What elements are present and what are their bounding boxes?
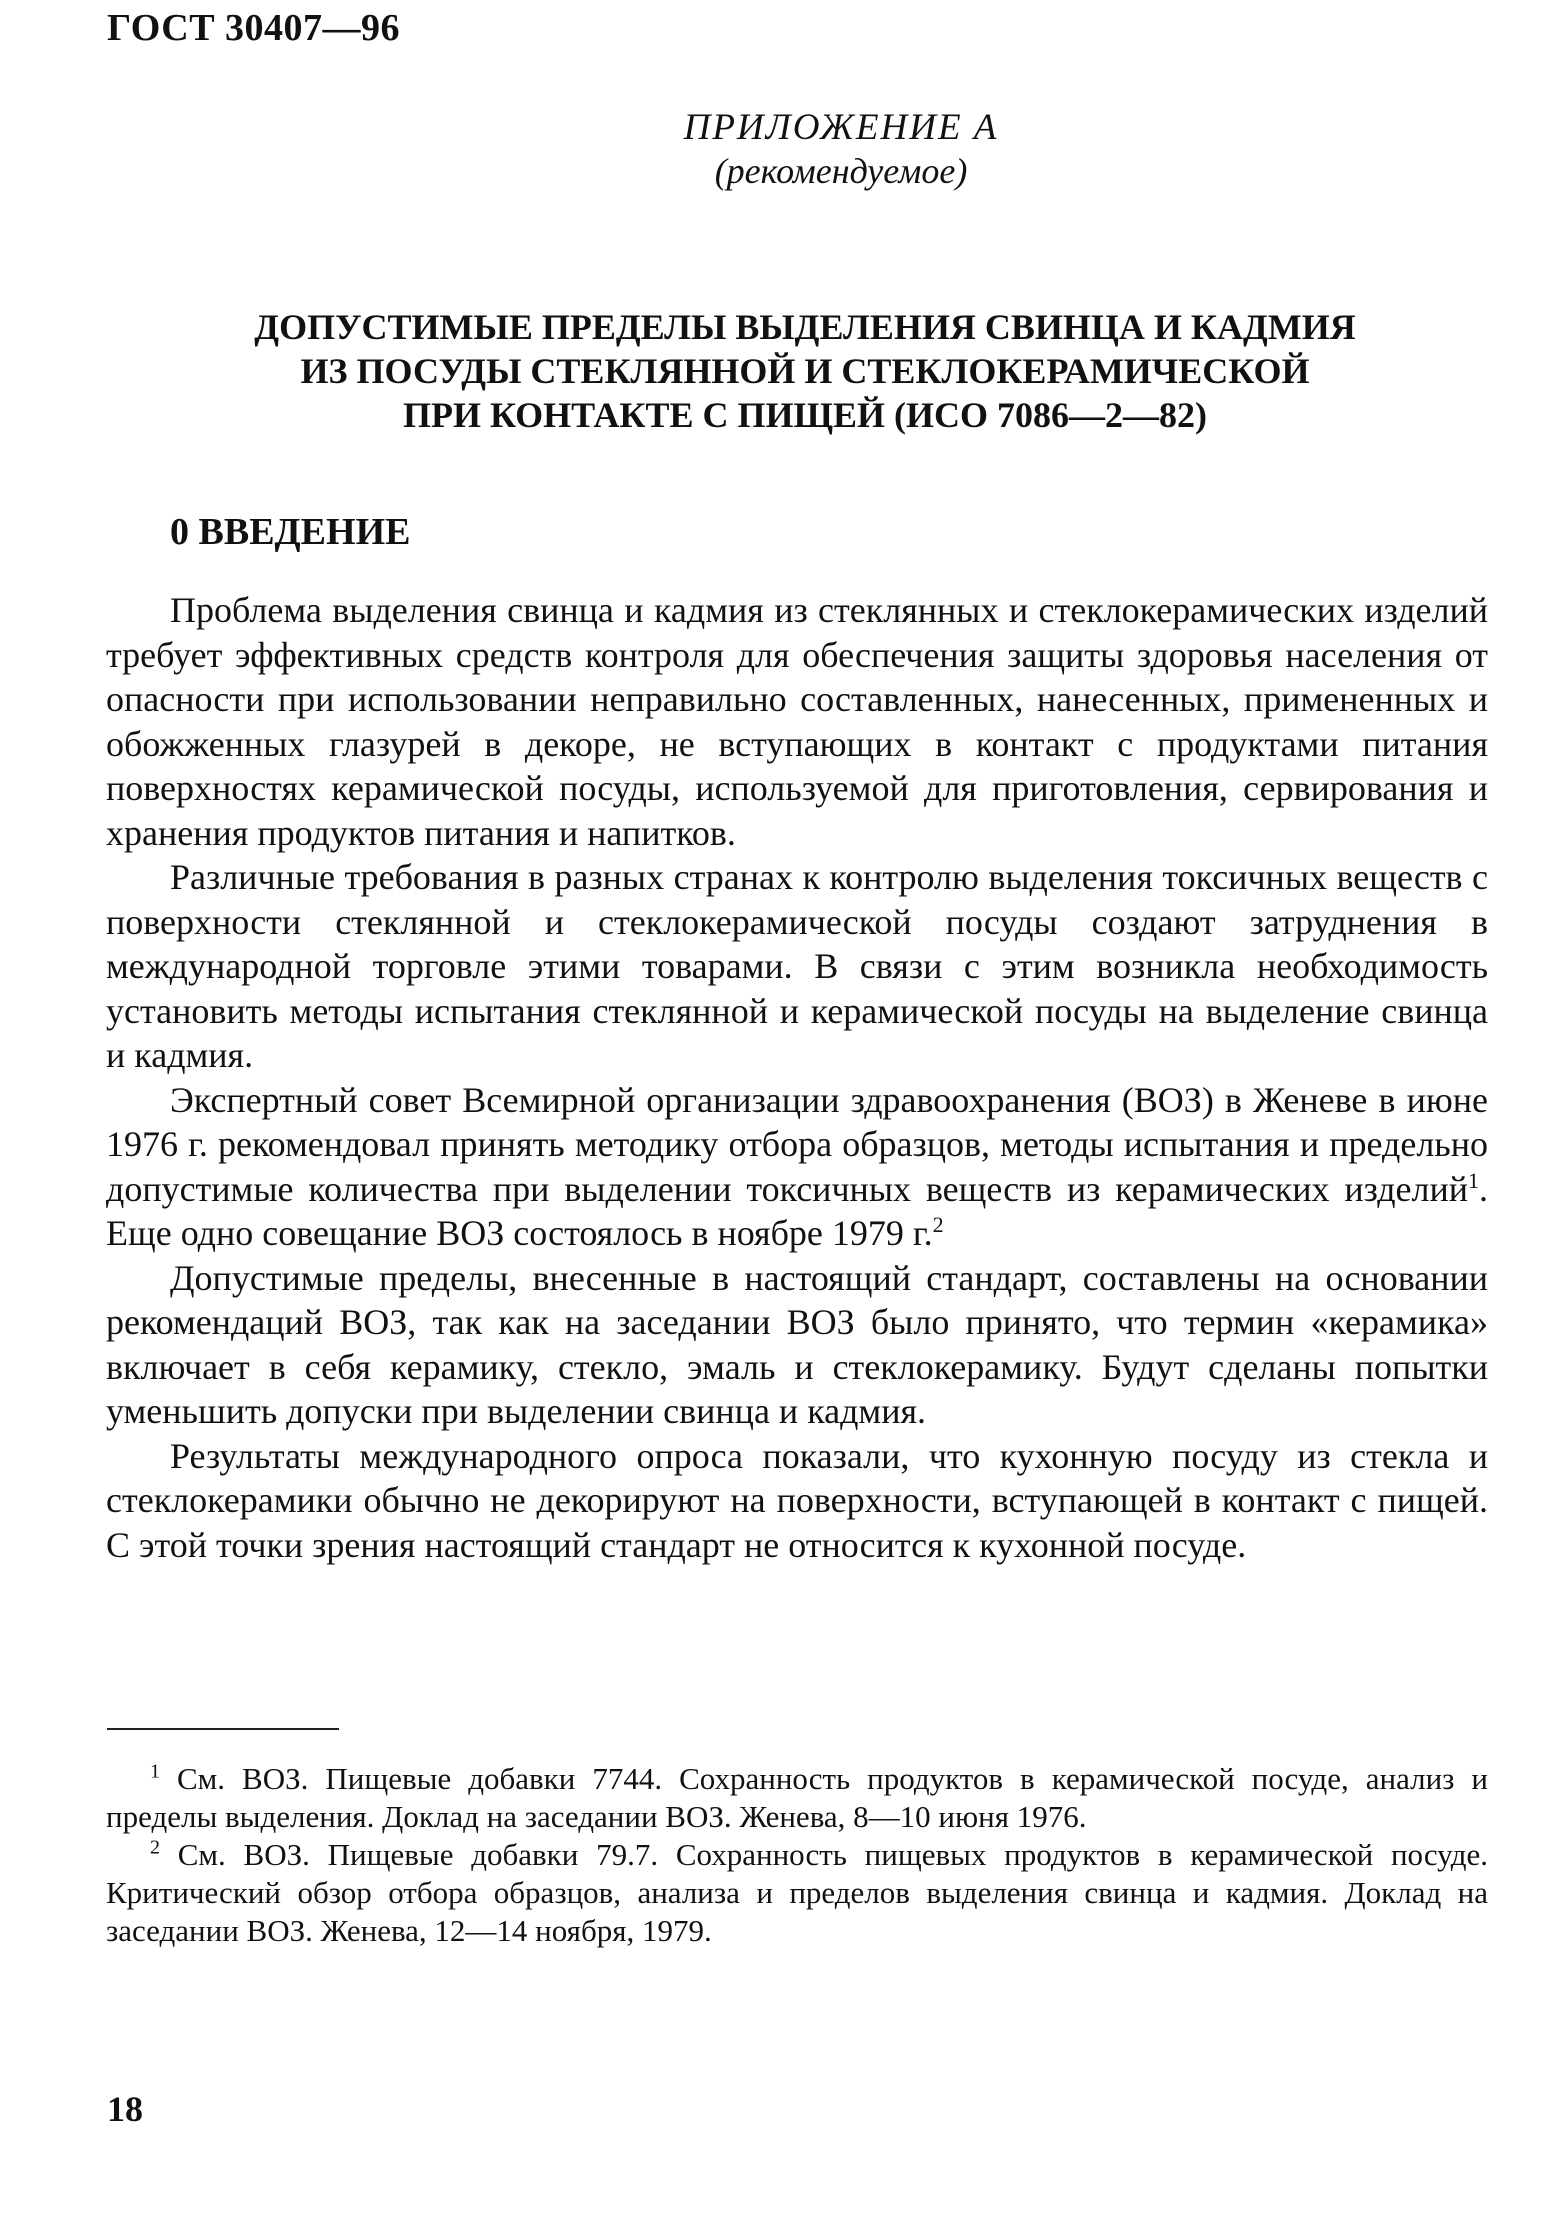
document-title [120,305,1490,437]
footnote-1 [106,1760,1488,1836]
paragraph-3 [106,1078,1488,1256]
paragraph-1: Проблема выделения свинца и кадмия из стеклянных и стеклокерамических изделий требует эффективных средств контроля для обеспечения защиты здоровья населения от опасности при использовании неправильно составленных, нанесенных, примененных и обожженных глазурей в декоре, не вступающих в контакт с продуктами питания поверхностях керамической посуды, используемой для приготовления, сервирования и хранения продуктов питания и напитков. [106,590,1488,853]
paragraph-5: Результаты международного опроса показали, что кухонную посуду из стекла и стеклокерамики обычно не декорируют на поверхности, вступающей в контакт с пищей. С этой точки зрения настоящий стандарт не относится к кухонной посуде. [106,1435,1488,1565]
footnote-ref-1: 1 [1468,1167,1479,1193]
appendix-subtitle: (рекомендуемое) [714,151,968,191]
footnote-1-mark: 1 [150,1760,160,1783]
footnote-2-mark: 2 [150,1836,160,1859]
paragraph-3-part-b: . Еще одно совещание ВОЗ состоялось в ноябре 1979 г. [106,1168,1488,1253]
footnote-2 [106,1836,1488,1950]
footnotes [106,1760,1488,1950]
footnote-2-text: См. ВОЗ. Пищевые добавки 79.7. Сохранность пищевых продуктов в керамической посуде. Критический обзор отбора образцов, анализа и пределов выделения свинца и кадмия. Доклад на заседании ВОЗ. Женева, 12—14 ноября, 1979. [106,1837,1488,1948]
body-text [106,588,1488,1567]
title-line-2: ИЗ ПОСУДЫ СТЕКЛЯННОЙ И СТЕКЛОКЕРАМИЧЕСКОЙ [300,351,1310,391]
title-line-3: ПРИ КОНТАКТЕ С ПИЩЕЙ (ИСО 7086—2—82) [402,395,1208,435]
appendix-title: ПРИЛОЖЕНИЕ А [683,107,999,148]
section-heading: 0 ВВЕДЕНИЕ [170,511,411,553]
standard-code: ГОСТ 30407—96 [107,7,401,49]
footnote-ref-2: 2 [932,1212,944,1237]
paragraph-3-part-a: Экспертный совет Всемирной организации здравоохранения (ВОЗ) в Женеве в июне 1976 г. рекомендовал принять методику отбора образцов, методы испытания и предельно допустимые количества при выделении токсичных веществ из керамических изделий [106,1079,1488,1209]
paragraph-2: Различные требования в разных странах к контролю выделения токсичных веществ с поверхности стеклянной и стеклокерамической посуды создают затруднения в международной торговле этими товарами. В связи с этим возникла необходимость установить методы испытания стеклянной и керамической посуды на выделение свинца и кадмия. [106,857,1488,1075]
footnote-divider [107,1728,339,1730]
page-number: 18 [107,2089,143,2129]
paragraph-4: Допустимые пределы, внесенные в настоящий стандарт, составлены на основании рекомендаций ВОЗ, так как на заседании ВОЗ было принято, что термин «керамика» включает в себя керамику, стекло, эмаль и стеклокерамику. Будут сделаны попытки уменьшить допуски при выделении свинца и кадмия. [106,1257,1488,1431]
footnote-1-text: См. ВОЗ. Пищевые добавки 7744. Сохранность продуктов в керамической посуде, анализ и пределы выделения. Доклад на заседании ВОЗ. Женева, 8—10 июня 1976. [106,1761,1488,1834]
title-line-1: ДОПУСТИМЫЕ ПРЕДЕЛЫ ВЫДЕЛЕНИЯ СВИНЦА И КАДМИЯ [254,307,1356,347]
